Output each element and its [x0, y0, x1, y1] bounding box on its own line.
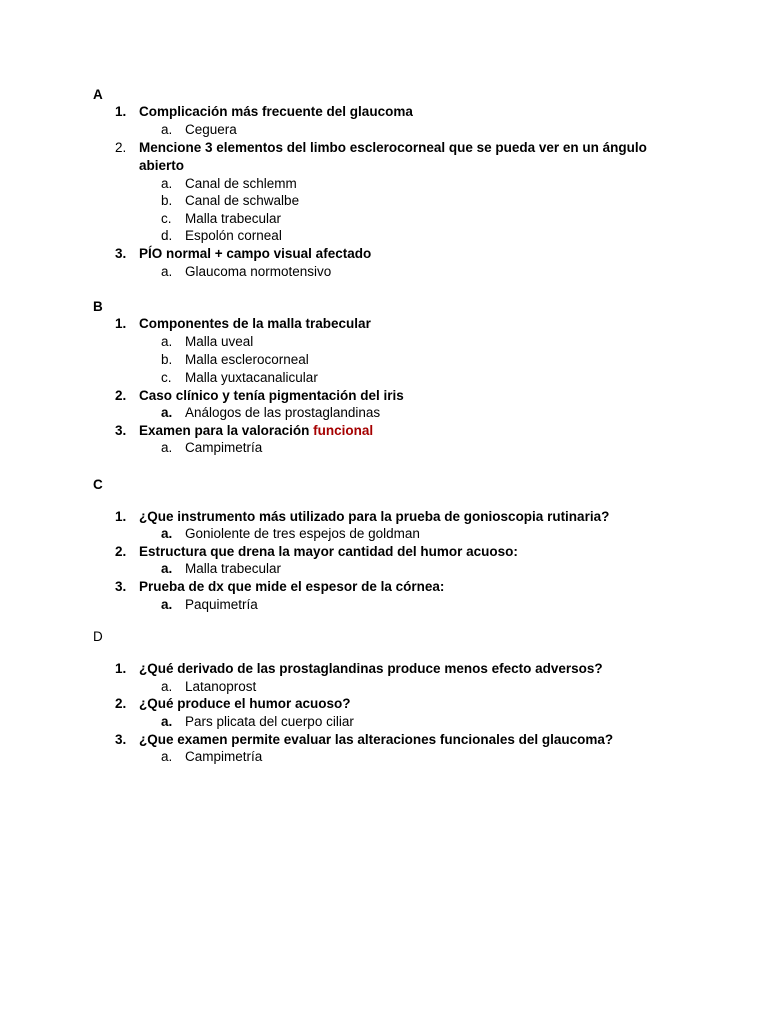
question-number: 3.	[115, 423, 127, 438]
section-letter-a: A	[93, 87, 103, 102]
answer-letter: a.	[161, 405, 173, 420]
answer-letter: a.	[161, 440, 173, 455]
answer-letter: c.	[161, 211, 172, 226]
question-text: ¿Que instrumento más utilizado para la prueba de gonioscopia rutinaria?	[139, 509, 610, 524]
answer-text: Campimetría	[185, 440, 263, 455]
answer-letter: b.	[161, 352, 173, 367]
question-text-continuation: abierto	[139, 158, 185, 173]
question-number: 1.	[115, 316, 127, 331]
question-number: 3.	[115, 246, 127, 261]
answer-text: Paquimetría	[185, 597, 258, 612]
question-number: 1.	[115, 509, 127, 524]
answer-text: Malla esclerocorneal	[185, 352, 309, 367]
answer-text: Espolón corneal	[185, 228, 282, 243]
section-letter-b: B	[93, 299, 103, 314]
answer-letter: a.	[161, 561, 173, 576]
answer-text: Campimetría	[185, 749, 263, 764]
answer-text: Malla uveal	[185, 334, 254, 349]
answer-letter: d.	[161, 228, 173, 243]
question-text: Complicación más frecuente del glaucoma	[139, 104, 413, 119]
answer-text: Malla yuxtacanalicular	[185, 370, 318, 385]
answer-letter: a.	[161, 749, 173, 764]
question-text: ¿Qué derivado de las prostaglandinas produce menos efecto adversos?	[139, 661, 603, 676]
question-number: 2.	[115, 388, 127, 403]
answer-letter: a.	[161, 679, 173, 694]
answer-text: Malla trabecular	[185, 561, 282, 576]
answer-letter: a.	[161, 334, 173, 349]
answer-text: Ceguera	[185, 122, 237, 137]
answer-letter: b.	[161, 193, 173, 208]
question-number: 2.	[115, 140, 127, 155]
question-text: Prueba de dx que mide el espesor de la córnea:	[139, 579, 445, 594]
answer-letter: c.	[161, 370, 172, 385]
answer-letter: a.	[161, 122, 173, 137]
question-text-prefix: Examen para la valoración	[139, 423, 314, 438]
answer-letter: a.	[161, 176, 173, 191]
answer-text: Canal de schwalbe	[185, 193, 300, 208]
question-number: 3.	[115, 732, 127, 747]
question-number: 1.	[115, 661, 127, 676]
answer-letter: a.	[161, 264, 173, 279]
question-text: Componentes de la malla trabecular	[139, 316, 371, 331]
question-number: 2.	[115, 696, 127, 711]
answer-text: Análogos de las prostaglandinas	[185, 405, 381, 420]
question-text: ¿Qué produce el humor acuoso?	[139, 696, 351, 711]
answer-text: Canal de schlemm	[185, 176, 297, 191]
question-text: PÍO normal + campo visual afectado	[139, 246, 372, 261]
answer-text: Pars plicata del cuerpo ciliar	[185, 714, 354, 729]
question-text	[139, 422, 373, 440]
question-text: ¿Que examen permite evaluar las alteraciones funcionales del glaucoma?	[139, 732, 614, 747]
question-text: Estructura que drena la mayor cantidad del humor acuoso:	[139, 544, 518, 559]
section-letter-c: C	[93, 477, 103, 492]
answer-letter: a.	[161, 714, 173, 729]
answer-text: Latanoprost	[185, 679, 257, 694]
question-text: Caso clínico y tenía pigmentación del iris	[139, 388, 404, 403]
question-text: Mencione 3 elementos del limbo esclerocorneal que se pueda ver en un ángulo	[139, 140, 647, 155]
highlighted-word: funcional	[313, 423, 374, 438]
question-number: 2.	[115, 544, 127, 559]
question-number: 3.	[115, 579, 127, 594]
answer-letter: a.	[161, 526, 173, 541]
answer-text: Goniolente de tres espejos de goldman	[185, 526, 420, 541]
answer-text: Malla trabecular	[185, 211, 282, 226]
section-letter-d: D	[93, 629, 103, 644]
question-number: 1.	[115, 104, 127, 119]
answer-letter: a.	[161, 597, 173, 612]
answer-text: Glaucoma normotensivo	[185, 264, 332, 279]
